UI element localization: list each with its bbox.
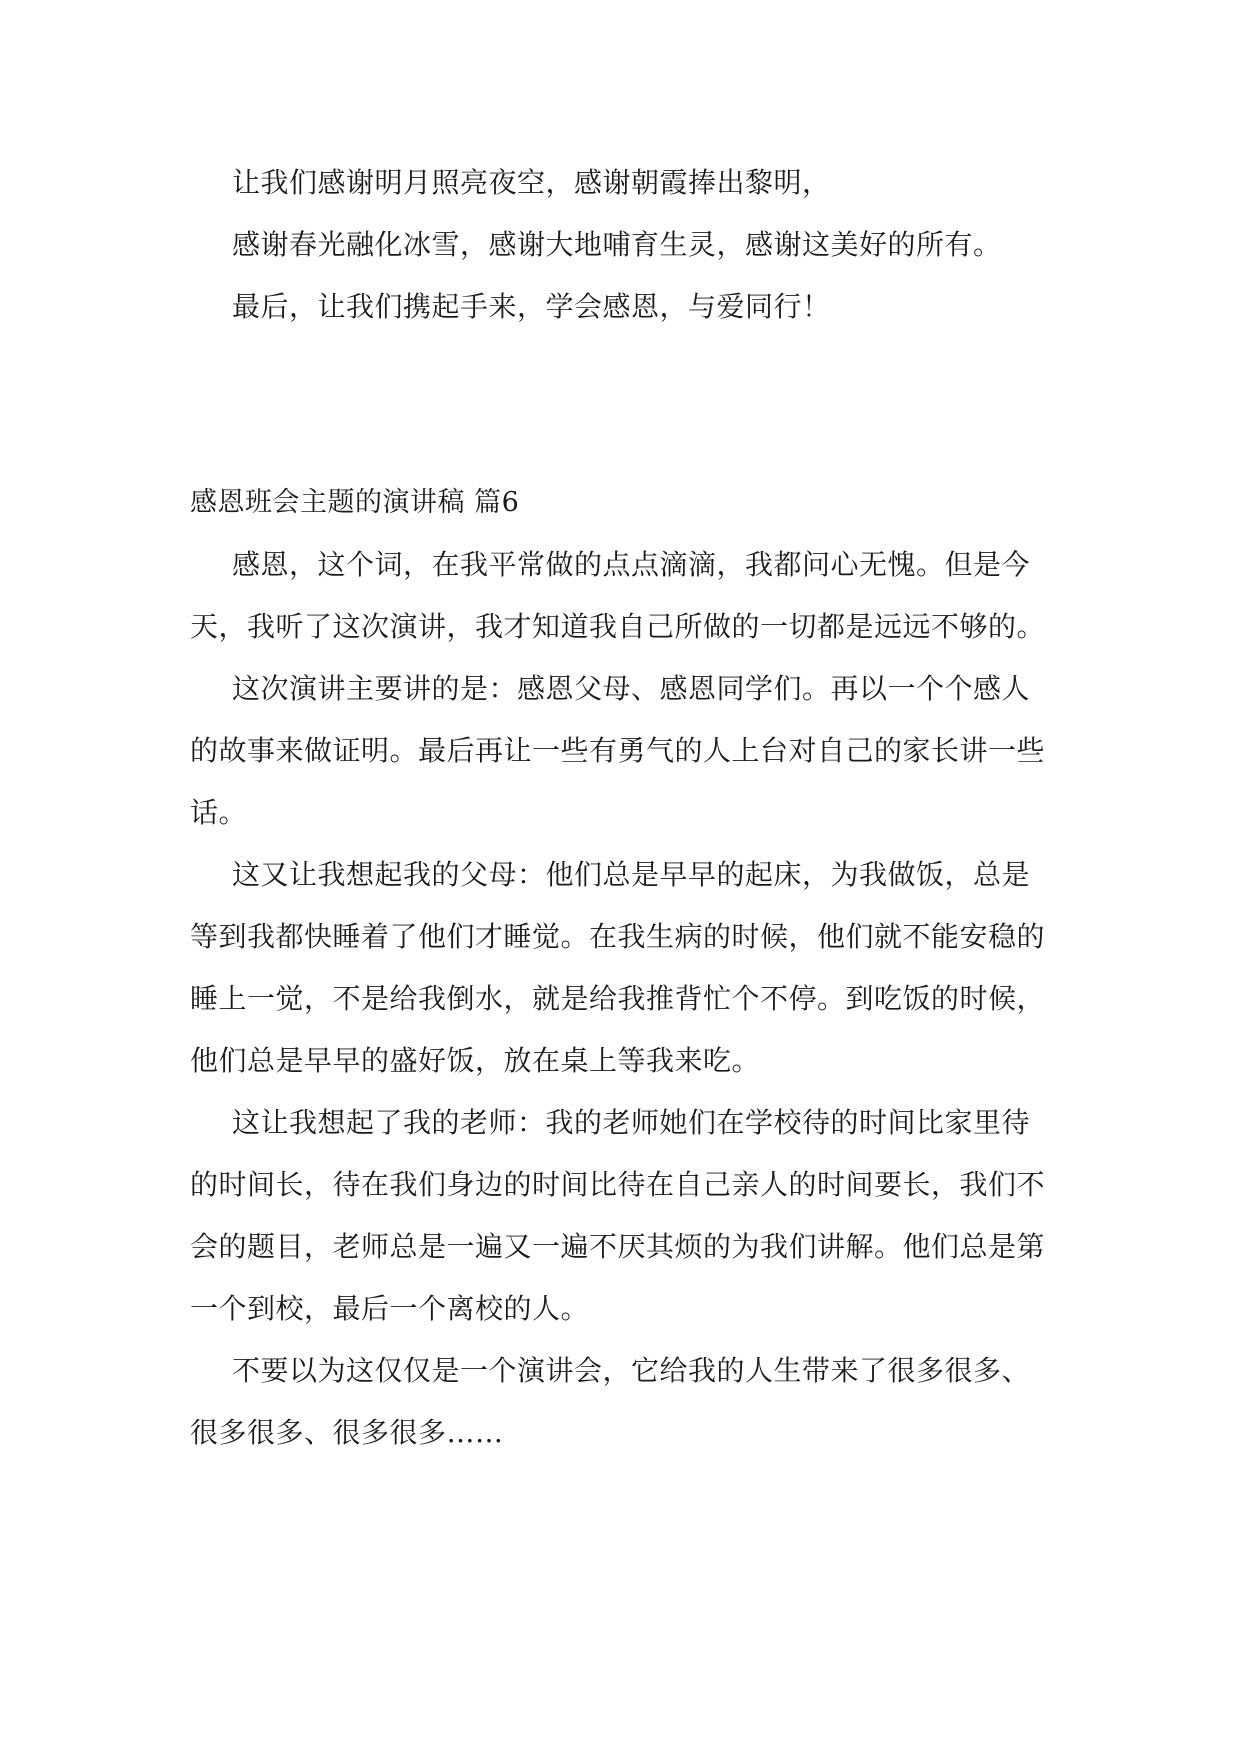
body-line: 他们总是早早的盛好饭，放在桌上等我来吃。 [190, 1044, 761, 1077]
body-line: 会的题目，老师总是一遍又一遍不厌其烦的为我们讲解。他们总是第 [190, 1230, 1046, 1263]
body-line: 等到我都快睡着了他们才睡觉。在我生病的时候，他们就不能安稳的 [190, 920, 1046, 953]
body-line: 这让我想起了我的老师：我的老师她们在学校待的时间比家里待 [232, 1106, 1031, 1139]
body-line: 感恩，这个词，在我平常做的点点滴滴，我都问心无愧。但是今 [232, 548, 1031, 581]
body-line: 睡上一觉，不是给我倒水，就是给我推背忙个不停。到吃饭的时候， [190, 982, 1046, 1015]
body-line: 话。 [190, 796, 248, 829]
section-title: 感恩班会主题的演讲稿 篇6 [190, 487, 520, 518]
body-line: 不要以为这仅仅是一个演讲会，它给我的人生带来了很多很多、 [232, 1354, 1031, 1387]
intro-paragraph: 感谢春光融化冰雪，感谢大地哺育生灵，感谢这美好的所有。 [232, 228, 1002, 261]
body-line: 这又让我想起我的父母：他们总是早早的起床，为我做饭，总是 [232, 858, 1031, 891]
intro-paragraph: 让我们感谢明月照亮夜空，感谢朝霞捧出黎明， [232, 166, 831, 199]
body-line: 天，我听了这次演讲，我才知道我自己所做的一切都是远远不够的。 [190, 610, 1046, 643]
body-line: 的故事来做证明。最后再让一些有勇气的人上台对自己的家长讲一些 [190, 734, 1046, 767]
body-line: 很多很多、很多很多…… [190, 1416, 504, 1449]
body-line: 的时间长，待在我们身边的时间比待在自己亲人的时间要长，我们不 [190, 1168, 1046, 1201]
intro-paragraph: 最后，让我们携起手来，学会感恩，与爱同行！ [232, 290, 831, 323]
body-line: 一个到校，最后一个离校的人。 [190, 1292, 590, 1325]
body-line: 这次演讲主要讲的是：感恩父母、感恩同学们。再以一个个感人 [232, 672, 1031, 705]
